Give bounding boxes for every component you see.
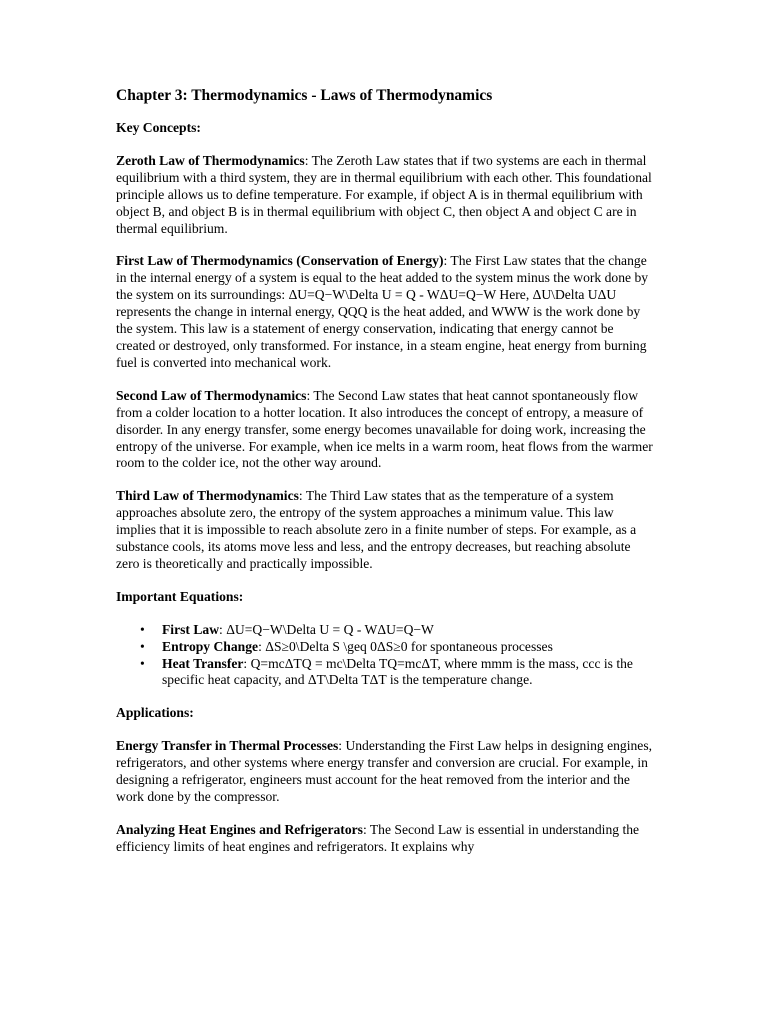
key-concepts-heading: Key Concepts:: [116, 120, 201, 135]
third-law-term: Third Law of Thermodynamics: [116, 488, 299, 504]
list-item: [140, 638, 654, 656]
equation-term: Entropy Change: [162, 638, 259, 654]
bullet-icon: •: [140, 638, 145, 654]
chapter-title: Chapter 3: Thermodynamics - Laws of Thermodynamics: [116, 87, 493, 104]
second-law-term: Second Law of Thermodynamics: [116, 387, 307, 403]
equation-term: Heat Transfer: [162, 655, 244, 671]
second-law-paragraph: [116, 388, 654, 473]
bullet-icon: •: [140, 621, 145, 637]
heat-engines-text: : The Second Law is essential in understanding the efficiency limits of heat engines and refrigerators. It explains why: [116, 821, 640, 854]
applications-heading: Applications:: [116, 705, 194, 721]
third-law-text: : The Third Law states that as the temperature of a system approaches absolute zero, the entropy of the system approaches a minimum value. This law implies that it is impossible to reach absolute zero in a finite number of steps. For example, as a substance cools, its atoms move less and less, and the entropy decreases, but reaching absolute zero is theoretically and practically impossible.: [116, 488, 637, 571]
document-page: [116, 86, 654, 872]
zeroth-law-paragraph: [116, 153, 654, 238]
equation-text: : ΔU=Q−W\Delta U = Q - WΔU=Q−W: [219, 621, 434, 637]
list-item: [140, 655, 654, 690]
bullet-icon: •: [140, 655, 145, 671]
zeroth-law-term: Zeroth Law of Thermodynamics: [116, 152, 305, 168]
equations-list: [116, 622, 654, 690]
list-item: [140, 621, 654, 639]
zeroth-law-text: : The Zeroth Law states that if two systems are each in thermal equilibrium with a third system, they are in thermal equilibrium with each other. This foundational principle allows us to define temperature. For example, if object A is in thermal equilibrium with object B, and object B is in thermal equilibrium with object C, then object A and object C are in thermal equilibrium.: [116, 152, 652, 236]
first-law-paragraph: [116, 253, 654, 371]
energy-transfer-text: : Understanding the First Law helps in designing engines, refrigerators, and other systems where energy transfer and conversion are crucial. For example, in designing a refrigerator, engineers must account for the heat removed from the interior and the work done by the compressor.: [116, 738, 653, 804]
equation-text: : ΔS≥0\Delta S \geq 0ΔS≥0 for spontaneous processes: [258, 638, 553, 654]
energy-transfer-paragraph: [116, 738, 654, 806]
energy-transfer-term: Energy Transfer in Thermal Processes: [116, 738, 339, 754]
important-equations-heading: Important Equations:: [116, 588, 244, 604]
equation-term: First Law: [162, 621, 220, 637]
third-law-paragraph: [116, 488, 654, 573]
heat-engines-paragraph: [116, 822, 654, 856]
equation-text: : Q=mcΔTQ = mc\Delta TQ=mcΔT, where mmm is the mass, ccc is the specific heat capacity, and ΔT\Delta TΔT is the temperature change.: [162, 655, 633, 688]
second-law-text: : The Second Law states that heat cannot spontaneously flow from a colder location to a hotter location. It also introduces the concept of entropy, a measure of disorder. In any energy transfer, some energy becomes unavailable for doing work, increasing the entropy of the universe. For example, when ice melts in a warm room, heat flows from the warmer room to the colder ice, not the other way around.: [116, 387, 653, 471]
first-law-text: : The First Law states that the change in the internal energy of a system is equal to the heat added to the system minus the work done by the system on its surroundings: ΔU=Q−W\Delta U = Q - WΔU=Q−W Here, ΔU\Delta UΔU represents the change in internal energy, QQQ is the heat added, and WWW is the work done by the system. This law is a statement of energy conservation, indicating that energy cannot be created or destroyed, only transformed. For instance, in a steam engine, heat energy from burning fuel is converted into mechanical work.: [116, 253, 649, 370]
heat-engines-term: Analyzing Heat Engines and Refrigerators: [116, 821, 363, 837]
first-law-term: First Law of Thermodynamics (Conservation of Energy): [116, 253, 444, 269]
